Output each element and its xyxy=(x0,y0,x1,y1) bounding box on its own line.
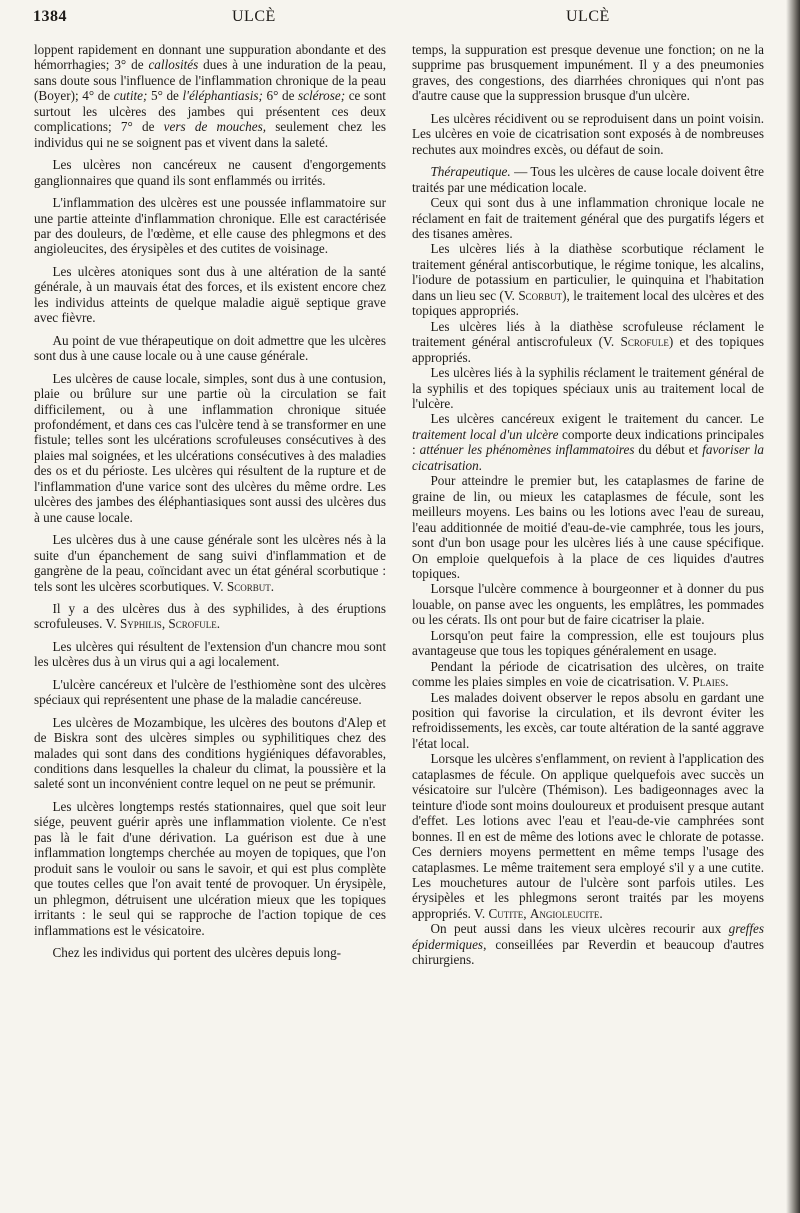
running-title-right: ULCÈ xyxy=(566,8,610,25)
paragraph: temps, la suppuration est presque devenue une fonction; on ne la supprime pas brusquement impunément. Il y a des pneumonies graves, des congestions, des diarrhées chroniques qui n'ont pas d'autre cause que la suppression brusque d'un ulcère. xyxy=(412,42,764,104)
cross-reference: Cutite xyxy=(488,905,524,921)
page-edge-shadow xyxy=(786,0,800,1213)
cross-reference: Scorbut xyxy=(226,578,271,594)
section-heading: Thérapeutique. xyxy=(430,164,511,180)
paragraph: Les ulcères longtemps restés stationnaires, quel que soit leur siége, peuvent guérir après une inflammation violente. Ce n'est pas là le fait d'une dérivation. La guérison est due à une inflammation longtemps cherchée au moyen de topiques, que l'on produit sans le vouloir ou sans le savoir, et qui est plus complète que toutes celles que l'on avait tenté de provoquer. Un érysipèle, un phlegmon, détruisent une ulcération mieux que les topiques irritants : le seul qui se rapproche de l'action topique de ces inflammations est le vésicatoire. xyxy=(34,798,386,938)
cross-reference: Scorbut xyxy=(518,287,563,303)
right-column xyxy=(412,42,764,968)
paragraph: Pour atteindre le premier but, les cataplasmes de farine de graine de lin, ou mieux les cataplasmes de fécule, sont les meilleurs moyens. Les bains ou les lotions avec l'eau de sureau, l'eau additionnée de moitié d'eau-de-vie camphrée, tous les jours, sont d'un bon usage pour les ulcères liés à une cause spécifique. On emploie quelquefois à la place de ces liquides d'autres topiques. xyxy=(412,473,764,581)
paragraph: Les ulcères atoniques sont dus à une altération de la santé générale, à un mauvais état des forces, et ils existent encore chez les individus atteints de quelque maladie aiguë septique grave avec fièvre. xyxy=(34,263,386,326)
paragraph: L'inflammation des ulcères est une poussée inflammatoire sur une partie atteinte d'inflammation chronique. Elle est caractérisée par des douleurs, de l'œdème, et elle cause des phlegmons et des angioleucites, des érysipèles et des cutites de voisinage. xyxy=(34,195,386,257)
cross-reference: Syphilis xyxy=(119,616,162,632)
cross-reference: Scrofule xyxy=(620,334,669,350)
left-column xyxy=(34,42,386,960)
paragraph: Il y a des ulcères dus à des syphilides, à des éruptions scrofuleuses. V. Syphilis, Scrofule. xyxy=(34,600,386,632)
cross-reference: Angioleucite xyxy=(529,905,600,921)
paragraph: Pendant la période de cicatrisation des ulcères, on traite comme les plaies simples en voie de cicatrisation. V. Plaies. xyxy=(412,658,764,690)
running-header xyxy=(0,0,800,40)
paragraph: Les ulcères de Mozambique, les ulcères des boutons d'Alep et de Biskra sont des ulcères simples ou syphilitiques chez des malades qui sont dans des conditions hygiéniques défavorables, conditions dans lesquelles la chaleur du climat, la poussière et la saleté sont un inconvénient contre lequel on ne peut se prémunir. xyxy=(34,714,386,792)
cross-reference: Plaies xyxy=(692,674,726,690)
page-number: 1384 xyxy=(33,8,67,25)
paragraph: Les ulcères de cause locale, simples, sont dus à une contusion, plaie ou brûlure sur une partie où la circulation se fait difficilement, ou à une inflammation chronique située profondément, et dans ces cas l'ulcère tend à se transformer en une fistule; telles sont les ulcérations scrofuleuses consécutives à des plaies mal soignées, et les ulcérations consécutives à des maladies des os et du périoste. Les ulcères qui résultent de la rupture et de l'inflammation d'une varice sont des ulcères du même ordre. Les ulcères des jambes des éléphantiasiques sont aussi des ulcères dus à une cause locale. xyxy=(34,370,386,525)
paragraph: On peut aussi dans les vieux ulcères recourir aux greffes épidermiques, conseillées par Reverdin et beaucoup d'autres chirurgiens. xyxy=(412,921,764,968)
paragraph: Les ulcères cancéreux exigent le traitement du cancer. Le traitement local d'un ulcère comporte deux indications principales : atténuer les phénomènes inflammatoires du début et favoriser la cicatrisation. xyxy=(412,411,764,473)
paragraph: Les ulcères qui résultent de l'extension d'un chancre mou sont les ulcères dus à un virus qui a agi localement. xyxy=(34,638,386,670)
cross-reference: Scrofule xyxy=(168,616,217,632)
paragraph: Thérapeutique. — Tous les ulcères de cause locale doivent être traités par une médication locale. xyxy=(412,164,764,195)
paragraph: Les ulcères liés à la diathèse scrofuleuse réclament le traitement général antiscrofuleux (V. Scrofule) et des topiques appropriés. xyxy=(412,318,764,365)
paragraph: L'ulcère cancéreux et l'ulcère de l'esthiomène sont des ulcères spéciaux qui représentent une phase de la maladie cancéreuse. xyxy=(34,676,386,708)
paragraph: Lorsqu'on peut faire la compression, elle est toujours plus avantageuse que tous les topiques généralement en usage. xyxy=(412,627,764,659)
paragraph: Les ulcères liés à la diathèse scorbutique réclament le traitement général antiscorbutique, le régime tonique, les alcalins, l'iodure de potassium en particulier, le quinquina et l'habitation dans un lieu sec (V. Scorbut), le traitement local des ulcères et des topiques appropriés. xyxy=(412,241,765,319)
paragraph: loppent rapidement en donnant une suppuration abondante et des hémorrhagies; 3° de callosités dues à une induration de la peau, sans doute sous l'influence de l'inflammation chronique de la peau (Boyer); 4° de cutite; 5° de l'éléphantiasis; 6° de sclérose; ce sont surtout les ulcères des jambes qui présentent ces deux complications; 7° de vers de mouches, seulement chez les individus qui ne se soignent pas et vivent dans la saleté. xyxy=(34,42,386,150)
running-title-left: ULCÈ xyxy=(232,8,276,25)
paragraph: Chez les individus qui portent des ulcères depuis long- xyxy=(52,945,342,961)
paragraph: Au point de vue thérapeutique on doit admettre que les ulcères sont dus à une cause locale ou à une cause générale. xyxy=(34,332,386,364)
paragraph: Les malades doivent observer le repos absolu en gardant une position qui favorise la circulation, et ils devront éviter les refroidissements, les excès, car toute altération de la santé aggrave l'état local. xyxy=(412,689,764,751)
paragraph: Les ulcères liés à la syphilis réclament le traitement général de la syphilis et des topiques spéciaux unis au traitement local de l'ulcère. xyxy=(412,365,764,411)
paragraph: Les ulcères non cancéreux ne causent d'engorgements ganglionnaires que quand ils sont enflammés ou irrités. xyxy=(34,157,386,188)
paragraph: Les ulcères récidivent ou se reproduisent dans un point voisin. Les ulcères en voie de cicatrisation sont exposés à de nombreuses rechutes aux moindres excès, ou défaut de soin. xyxy=(412,110,764,157)
paragraph: Les ulcères dus à une cause générale sont les ulcères nés à la suite d'un épanchement de sang suivi d'inflammation et de gangrène de la peau, coïncidant avec un état général scorbutique : tels sont les ulcères scorbutiques. V. Scorbut. xyxy=(34,532,386,594)
paragraph: Ceux qui sont dus à une inflammation chronique locale ne réclament en fait de traitement général que des purgatifs légers et des tisanes amères. xyxy=(412,195,764,241)
paragraph: Lorsque l'ulcère commence à bourgeonner et à donner du pus louable, on panse avec les onguents, les emplâtres, les pommades ou les cérats. Ils ont pour but de faire cicatriser la plaie. xyxy=(412,581,764,628)
paragraph: Lorsque les ulcères s'enflamment, on revient à l'application des cataplasmes de fécule. On applique quelquefois avec succès un vésicatoire sur l'ulcère (Thémison). Les badigeonnages avec la teinture d'iode sont moins douloureux et produisent presque autant d'effet. Les lotions avec l'eau et l'eau-de-vie camphrées sont bonnes. Il en est de même des lotions avec le chlorate de potasse. Ces derniers moyens permettent en même temps l'usage des cataplasmes. Le même traitement sera employé s'il y a une cutite. Les mouchetures autour de l'ulcère sont parfois utiles. Les érysipèles et les phlegmons seront traités par les moyens appropriés. V. Cutite, Angioleucite. xyxy=(412,751,764,921)
